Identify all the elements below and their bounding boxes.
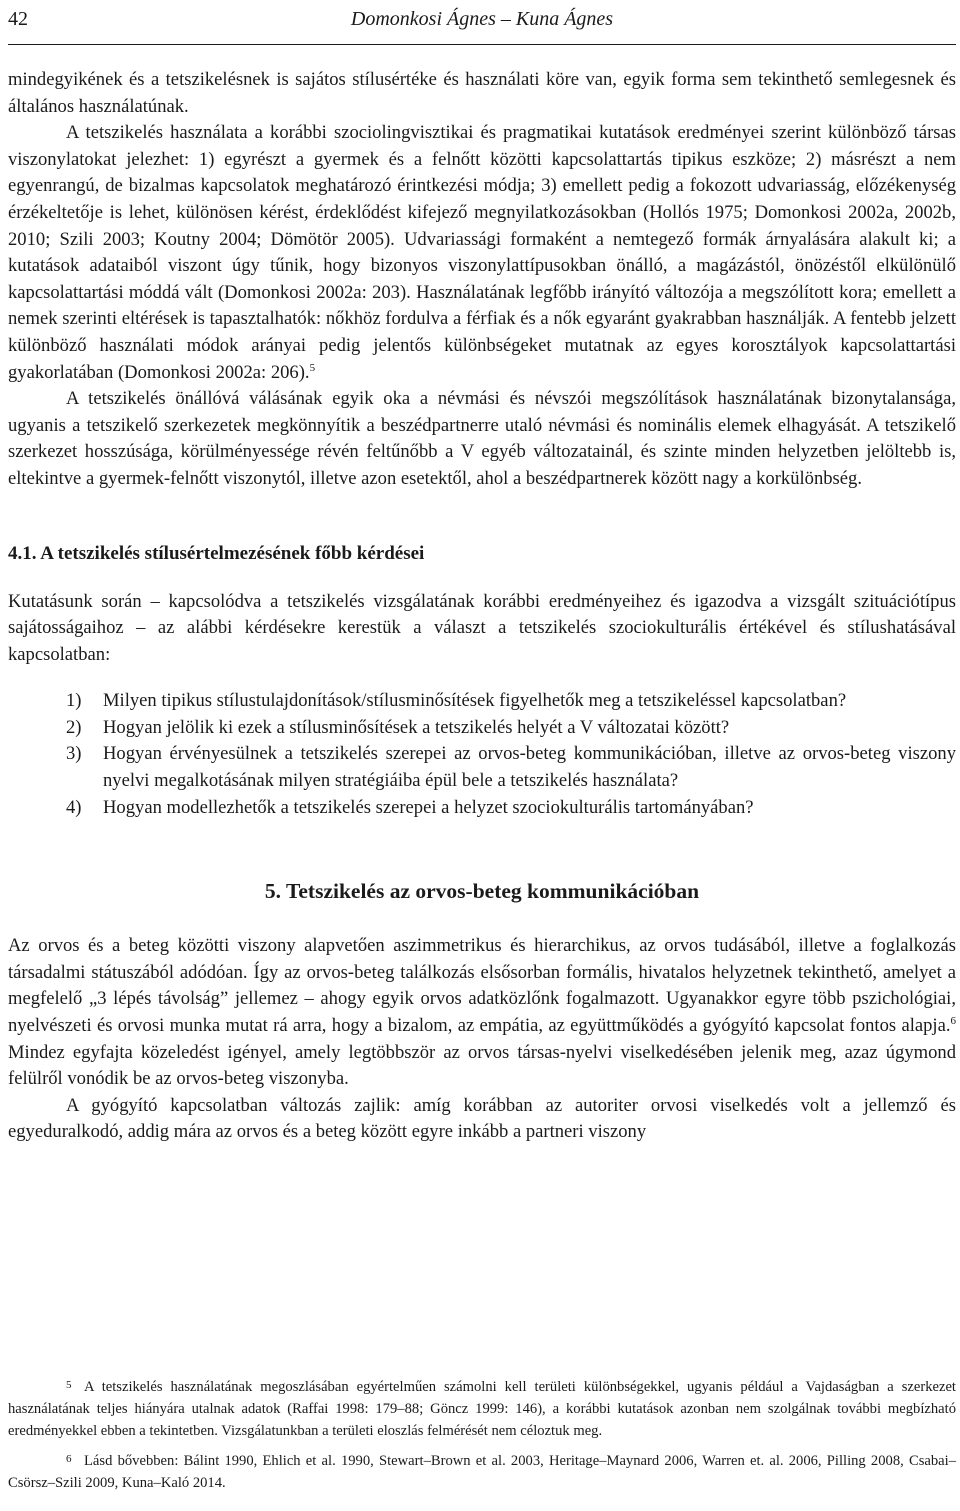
paragraph-independence: A tetszikelés önállóvá válásának egyik oka a névmási és névszói megszólítások használatának bizonytalansága, ugyanis a tetszikelő szerkezetek megkönnyítik a beszédpartnerre utaló névmási és nominális elemek elhagyását. A tetszikelő szerkezet hosszúsága, körülményessége révén feltűnőbb a V egyéb változatainál, és szinte minden helyzetben jelöltebb is, eltekintve a gyermek-felnőtt viszonytól, illetve azon esetektől, ahol a beszédpartnerek között nagy a korkülönbség. bbox=[8, 388, 956, 489]
paragraph-tetszikeles-usage bbox=[8, 120, 956, 386]
paragraph-text: Az orvos és a beteg közötti viszony alapvetően aszimmetrikus és hierarchikus, az orvos tudásából, illetve a foglalkozás társadalmi státuszából adódóan. Így az orvos-beteg találkozás elsősorban formális, hivatalos helyzetnek tekinthető, amelyet a megfelelő „3 lépés távolság” jellemez – ahogy egyik orvos adatközlőnk fogalmazott. Ugyanakkor egyre több pszichológiai, nyelvészeti és orvosi munka mutat rá arra, hogy a bizalom, az empátia, az együttműködés a gyógyító kapcsolat fontos alapja. bbox=[8, 935, 956, 1037]
paragraph-text: Mindez egyfajta közeledést igényel, amely legtöbbször az orvos társas-nyelvi viselkedésében jelenik meg, azaz úgymond felülről vonódik be az orvos-beteg viszonyba. bbox=[8, 1041, 956, 1090]
footnotes bbox=[8, 1374, 956, 1500]
list-item-number: 4) bbox=[66, 796, 82, 818]
research-questions-list bbox=[8, 688, 956, 821]
list-item bbox=[8, 795, 956, 822]
footnote-text: A tetszikelés használatának megoszlásában egyértelműen számolni kell területi különbségekkel, ugyanis például a Vajdaságban a szerkezet használatának teljes hiányára utalnak adatok (Raffai 1998: 179–88; Göncz 1999: 146), a korábbi kutatások azonban nem szolgálnak további megbízható eredményekkel ebben a tekintetben. Vizsgálatunkban a területi eloszlás felmérését nem céloztuk meg. bbox=[8, 1379, 956, 1439]
list-item bbox=[8, 715, 956, 742]
paragraph-continued: mindegyikének és a tetszikelésnek is sajátos stílusértéke és használati köre van, egyik forma sem tekinthető semlegesnek és általános használatúnak. bbox=[8, 69, 956, 117]
footnote-number: 5 bbox=[66, 1379, 72, 1391]
footnote-number: 6 bbox=[66, 1453, 72, 1465]
list-item-number: 1) bbox=[66, 690, 82, 712]
paragraph-text: A tetszikelés használata a korábbi szociolingvisztikai és pragmatikai kutatások eredményei szerint különböző társas viszonylatokat jelezhet: 1) egyrészt a gyermek és a felnőtt közötti kapcsolattartás tipikus eszköze; 2) másrészt a nem egyenrangú, de bizalmas kapcsolatok meghatározó érintkezési módja; 3) emellett pedig a fokozott udvariasság, előzékenység érzékeltetője is lehet, különösen kérést, érdeklődést kifejező megnyilatkozásokban (Hollós 1975; Domonkosi 2002a, 2002b, 2010; Szili 2003; Koutny 2004; Dömötör 2005). Udvariassági formaként a nemtegező formák árnyalására alakult ki; a kutatások adataiból viszont úgy tűnik, hogy bizonyos viszonylattípusokban önálló, a magázástól, önözéstől elkülönülő kapcsolattartási móddá vált (Domonkosi 2002a: 203). Használatának legfőbb irányító változója a megszólított kora; emellett a nemek szerinti eltérések is tapasztalhatók: nőkhöz fordulva a férfiak és a nők egyaránt gyakrabban használják. A fentebb jelzett különböző használati módok arányai pedig jelentős különbségeket mutatnak az egyes korosztályok kapcsolattartási gyakorlatában (Domonkosi 2002a: 206). bbox=[8, 122, 956, 383]
section-heading: 5. Tetszikelés az orvos-beteg kommunikációban bbox=[264, 879, 700, 904]
footnote bbox=[8, 1448, 956, 1494]
subsection-heading: 4.1. A tetszikelés stílusértelmezésének főbb kérdései bbox=[8, 542, 425, 564]
list-item bbox=[8, 741, 956, 794]
paragraph-research-questions-intro: Kutatásunk során – kapcsolódva a tetszikelés vizsgálatának korábbi eredményeihez és igazodva a vizsgált szituációtípus sajátosságaihoz – az alábbi kérdésekre kerestük a választ a tetszikelés szociokulturális értékével és stílushatásával kapcsolatban: bbox=[8, 590, 956, 665]
list-item-text: Hogyan modellezhetők a tetszikelés szerepei a helyzet szociokulturális tartományában? bbox=[103, 796, 754, 818]
paragraph-doctor-patient bbox=[8, 933, 956, 1093]
page bbox=[8, 0, 956, 1491]
footnote-ref-6: 6 bbox=[950, 1014, 956, 1027]
list-item bbox=[8, 688, 956, 715]
list-item-text: Hogyan érvényesülnek a tetszikelés szerepei az orvos-beteg kommunikációban, illetve az orvos-beteg viszony nyelvi megalkotásának milyen stratégiáiba épül bele a tetszikelés használata? bbox=[103, 743, 956, 792]
footnote bbox=[8, 1374, 956, 1442]
running-head: Domonkosi Ágnes – Kuna Ágnes bbox=[350, 8, 614, 30]
page-header bbox=[8, 6, 956, 45]
paragraph-healing-relationship: A gyógyító kapcsolatban változás zajlik: amíg korábban az autoriter orvosi viselkedés volt a jellemző és egyeduralkodó, addig mára az orvos és a beteg között egyre inkább a partneri viszony bbox=[8, 1094, 956, 1143]
list-item-number: 3) bbox=[66, 743, 82, 765]
page-number: 42 bbox=[8, 8, 28, 30]
list-item-text: Hogyan jelölik ki ezek a stílusminősítések a tetszikelés helyét a V változatai között? bbox=[103, 716, 730, 738]
footnote-ref-5: 5 bbox=[309, 361, 316, 374]
list-item-number: 2) bbox=[66, 716, 82, 738]
list-item-text: Milyen tipikus stílustulajdonítások/stílusminősítések figyelhetők meg a tetszikeléssel kapcsolatban? bbox=[103, 690, 847, 712]
footnote-text: Lásd bővebben: Bálint 1990, Ehlich et al. 1990, Stewart–Brown et al. 2003, Heritage–Maynard 2006, Warren et. al. 2006, Pilling 2008, Csabai–Csörsz–Szili 2009, Kuna–Kaló 2014. bbox=[8, 1453, 956, 1491]
